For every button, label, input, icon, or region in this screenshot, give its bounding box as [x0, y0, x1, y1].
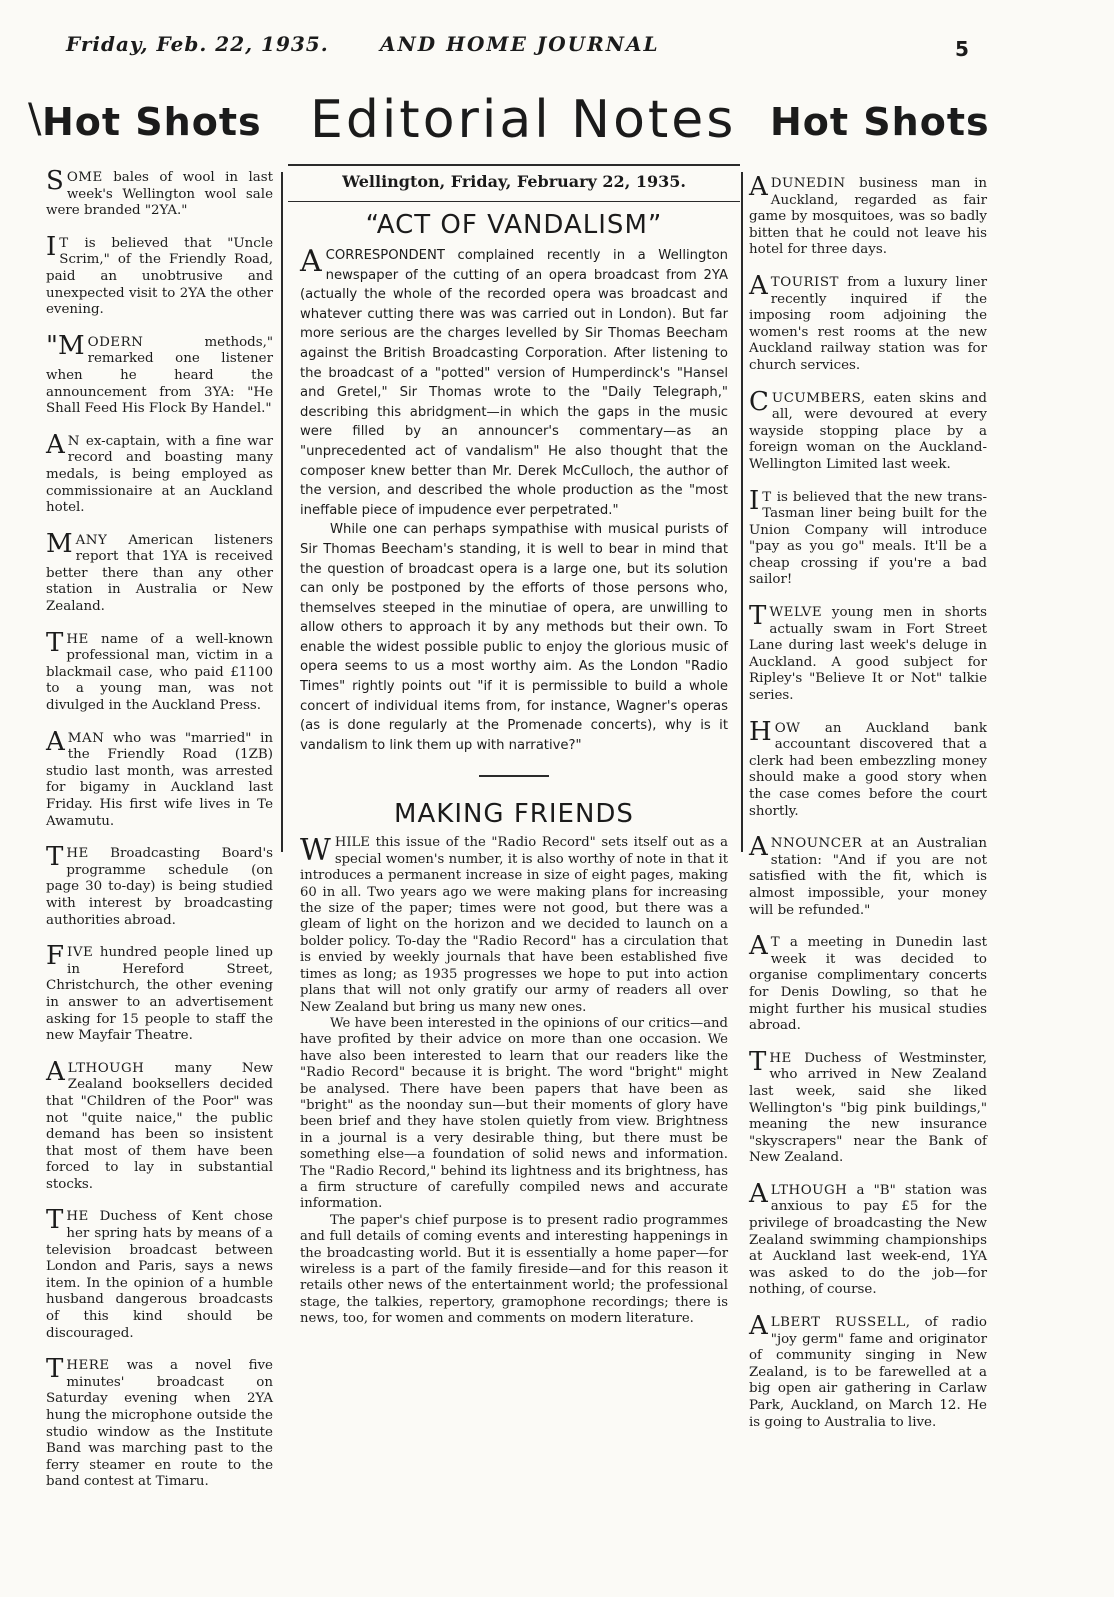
headline-act-of-vandalism: “ACT OF VANDALISM” — [365, 210, 663, 240]
drop-cap: "M — [46, 330, 85, 361]
item-text: of radio "joy germ" fame and originator of community singing in New Zealand, is to be farewelled at a big open air gathering in Carlaw Park, Auckland, on March 12. He is going to Australia to live. — [749, 1315, 987, 1430]
lead-word: HILE — [334, 835, 370, 851]
hot-shot-item — [46, 1056, 273, 1194]
hot-shot-item — [749, 832, 987, 919]
lead-word: LTHOUGH — [770, 1182, 848, 1198]
page-number: 5 — [955, 37, 969, 61]
lead-word: T — [59, 235, 69, 251]
hot-shot-item — [749, 270, 987, 375]
headline-making-friends: MAKING FRIENDS — [394, 799, 634, 830]
lead-word: OW — [774, 720, 801, 736]
lead-word: UCUMBERS, — [771, 390, 866, 406]
item-text: methods," remarked one listener when he heard the announcement from 3YA: "He Shall Feed His Flock By Handel." — [46, 334, 273, 417]
drop-cap: T — [46, 1205, 64, 1236]
hot-shot-item — [46, 429, 273, 517]
drop-cap: A — [749, 172, 768, 202]
item-text: many New Zealand booksellers decided that "Children of the Poor" was not "quite naice," the public demand has been so insistent that most of them have been forced to lay in substantial stocks. — [46, 1060, 273, 1192]
drop-cap: M — [46, 528, 73, 559]
drop-cap: F — [46, 941, 65, 972]
article-paragraph: We have been interested in the opinions of our critics—and have profited by their advice on more than one occasion. We have also been interested to learn that our readers like the "Radio Record" because it is bright. The word "bright" might be analysed. There have been papers that have been as "bright" as the noonday sun—but their moments of glory have been brief and they have stolen quietly from view. Brightness in a journal is a very desirable thing, but there must be something else—a foundation of solid news and information. The "Radio Record," behind its lightness and its brightness, has a firm structure of carefully compiled news and accurate information. — [300, 1015, 728, 1212]
journal-name: AND HOME JOURNAL — [380, 32, 660, 56]
drop-cap: T — [46, 1354, 64, 1385]
item-text: a meeting in Dunedin last week it was decided to organise complimentary concerts for Denis Dowling, so that he might further his musical studies abroad. — [749, 935, 987, 1034]
hot-shots-title-left: Hot Shots — [42, 100, 262, 144]
drop-cap: S — [46, 166, 64, 196]
hot-shot-item — [749, 386, 987, 474]
hot-shot-item — [749, 931, 987, 1035]
hot-shot-item — [749, 172, 987, 259]
hot-shot-item — [46, 726, 273, 831]
drop-cap: A — [749, 270, 768, 301]
hot-shots-right-column — [749, 172, 987, 1447]
drop-cap: A — [749, 1311, 768, 1342]
article-paragraph: The paper's chief purpose is to present radio programmes and full details of coming events and interesting happenings in the broadcasting world. But it is essentially a home paper—for wireless is a part of the family fireside—and for this reason it retails other news of the entertainment world; the professional stage, the talkies, repertory, gramophone recordings; there is news, too, for women and comments on modern literature. — [300, 1212, 728, 1327]
lead-word: T — [762, 489, 772, 505]
drop-cap: A — [46, 429, 65, 460]
lead-word: MAN — [67, 730, 105, 746]
item-text: Duchess of Westminster, who arrived in New Zealand last week, said she liked Wellington's "big pink buildings," meaning the new insurance "skyscrapers" near the Bank of New Zealand. — [749, 1050, 987, 1166]
lead-word: HE — [769, 1050, 792, 1066]
lead-word: LBERT RUSSELL, — [770, 1315, 911, 1331]
article-act-of-vandalism — [288, 246, 740, 755]
item-text: was a novel five minutes' broadcast on Saturday evening when 2YA hung the microphone outside the studio window as the Institute Band was marching past to the ferry steamer en route to the band contest at Timaru. — [46, 1358, 273, 1490]
article-separator — [479, 775, 549, 777]
drop-cap: T — [749, 1046, 767, 1077]
drop-cap: A — [749, 1178, 768, 1209]
item-text: ex-captain, with a fine war record and boasting many medals, is being employed as commissionaire at an Auckland hotel. — [46, 433, 273, 516]
item-text: business man in Auckland, regarded as fair game by mosquitoes, was so badly bitten that he could not leave his hotel for three days. — [749, 176, 987, 258]
item-text: from a luxury liner recently inquired if the imposing room adjoining the women's rest rooms at the new Auckland railway station was for church services. — [749, 274, 987, 373]
editorial-notes-title: Editorial Notes — [310, 90, 737, 150]
column-rule-right — [741, 172, 743, 852]
item-text: hundred people lined up in Hereford Street, Christchurch, the other evening in answer to an advertisement asking for 15 people to staff the new Mayfair Theatre. — [46, 945, 273, 1044]
decorative-slash: \ — [28, 96, 42, 142]
editorial-column — [288, 160, 740, 1328]
lead-word: OME — [66, 170, 103, 185]
hot-shot-item — [46, 1354, 273, 1491]
article-paragraph: complained recently in a Wellington newspaper of the cutting of an opera broadcast from 2YA (actually the whole of the recorded opera was broadcast and whatever cutting there was was carried out in London). But far more serious are the charges levelled by Sir Thomas Beecham against the British Broadcasting Corporation. After listening to the broadcast of a "potted" version of Humperdinck's "Hansel and Gretel," Sir Thomas wrote to the "Daily Telegraph," describing this abridgment—in which the gaps in the music were filled by an announcer's commentary—as an "unprecedented act of vandalism" He also thought that the composer knew better than Mr. Derek McCulloch, the author of the version, and described the whole production as the "most ineffable piece of impudence ever perpetrated." — [300, 248, 728, 518]
lead-word: DUNEDIN — [770, 176, 846, 191]
hot-shot-item — [46, 627, 273, 715]
drop-cap: A — [46, 726, 65, 757]
column-rule-left — [281, 172, 283, 852]
article-making-friends — [288, 835, 740, 1327]
item-text: name of a well-known professional man, victim in a blackmail case, who paid £1100 to a young man, was not divulged in the Auckland Press. — [46, 631, 273, 714]
item-text: young men in shorts actually swam in Fort Street Lane during last week's deluge in Auckland. A good subject for Ripley's "Believe It or Not" talkie series. — [749, 605, 987, 704]
lead-word: NNOUNCER — [770, 836, 863, 852]
item-text: is believed that "Uncle Scrim," of the Friendly Road, paid an unobtrusive and unexpected visit to 2YA the other evening. — [46, 235, 273, 318]
drop-cap: W — [300, 833, 331, 869]
drop-cap: A — [749, 832, 768, 863]
drop-cap: A — [300, 244, 322, 279]
item-text: Duchess of Kent chose her spring hats by means of a television broadcast between London and Paris, says a news item. In the opinion of a humble husband dangerous broadcasts of this kind should be discouraged. — [46, 1209, 273, 1341]
hot-shot-item — [46, 1205, 273, 1342]
title-row — [0, 88, 1114, 158]
lead-word: HE — [66, 1209, 89, 1225]
lead-word: HERE — [66, 1358, 110, 1374]
lead-word: ANY — [75, 532, 108, 548]
lead-word: T — [770, 935, 781, 951]
lead-word: HE — [66, 631, 89, 647]
lead-word: LTHOUGH — [67, 1060, 145, 1076]
item-text: at an Australian station: "And if you are not satisfied with the fit, which is almost impossible, your money will be refunded." — [749, 836, 987, 918]
dateline-rule — [288, 201, 740, 202]
article-paragraph: this issue of the "Radio Record" sets itself out as a special women's number, it is also worthy of note in that it introduces a permanent increase in size of eight pages, making 60 in all. Two years ago we were making plans for increasing the size of the paper; times were not good, but there was a gleam of light on the horizon and we decided to launch on a bolder policy. To-day the "Radio Record" has a circulation that is envied by weekly journals that have been established five times as long; as 1935 progresses we hope to put into action plans that will not only gratify our army of readers all over New Zealand but bring us many new ones. — [300, 835, 728, 1015]
hot-shot-item — [46, 231, 273, 319]
lead-word: CORRESPONDENT — [325, 248, 445, 263]
hot-shot-item — [749, 1046, 987, 1167]
item-text: who was "married" in the Friendly Road (1ZB) studio last month, was arrested for bigamy in Auckland last Friday. His first wife lives in Te Awamutu. — [46, 730, 273, 829]
item-text: American listeners report that 1YA is received better there than any other station in Australia or New Zealand. — [46, 532, 273, 615]
lead-word: TOURIST — [770, 274, 839, 290]
hot-shots-title-right: Hot Shots — [770, 100, 990, 144]
article-paragraph: While one can perhaps sympathise with musical purists of Sir Thomas Beecham's standing, it is well to bear in mind that the question of broadcast opera is a large one, but its solution can only be postponed by the efforts of those persons who, themselves steeped in the minutiae of opera, are unwilling to allow others to approach it by any methods but their own. To enable the widest possible public to enjoy the glorious music of opera seems to us a most worthy aim. As the London "Radio Times" rightly points out "if it is permissible to build a whole concert of individual items from, for instance, Wagner's operas (as is done regularly at the Promenade concerts), why is it vandalism to link them up with narrative?" — [300, 522, 728, 753]
hot-shot-item — [749, 716, 987, 821]
item-text: eaten skins and all, were devoured at every wayside stopping place by a foreign woman on the Auckland-Wellington Limited last week. — [749, 390, 987, 472]
item-text: a "B" station was anxious to pay £5 for the privilege of broadcasting the New Zealand swimming championships at Auckland last week-end, 1YA was asked to do the job—for nothing, of course. — [749, 1182, 987, 1298]
item-text: bales of wool in last week's Wellington wool sale were branded "2YA." — [46, 170, 273, 219]
page-header — [0, 32, 1114, 66]
hot-shot-item — [749, 1178, 987, 1299]
drop-cap: A — [749, 931, 768, 962]
drop-cap: T — [46, 627, 64, 658]
lead-word: ODERN — [87, 334, 144, 350]
hot-shot-item — [46, 842, 273, 929]
drop-cap: H — [749, 716, 772, 747]
dateline: Wellington, Friday, February 22, 1935. — [342, 172, 686, 191]
lead-word: WELVE — [769, 605, 823, 621]
drop-cap: A — [46, 1056, 65, 1087]
drop-cap: T — [46, 842, 64, 873]
item-text: is believed that the new trans-Tasman liner being built for the Union Company will introduce "pay as you go" meals. It'll be a cheap crossing if you're a bad sailor! — [749, 489, 987, 588]
lead-word: HE — [66, 846, 89, 862]
drop-cap: T — [749, 601, 767, 632]
item-text: Broadcasting Board's programme schedule (on page 30 to-day) is being studied with interest by broadcasting authorities abroad. — [46, 846, 273, 928]
lead-word: IVE — [67, 945, 94, 961]
hot-shot-item — [46, 528, 273, 616]
drop-cap: I — [46, 231, 57, 262]
hot-shot-item — [46, 166, 273, 220]
hot-shot-item — [749, 1311, 987, 1431]
issue-date: Friday, Feb. 22, 1935. — [66, 32, 329, 56]
hot-shot-item — [46, 330, 273, 418]
hot-shot-item — [749, 601, 987, 705]
drop-cap: C — [749, 386, 769, 417]
lead-word: N — [67, 433, 80, 449]
hot-shots-left-column — [46, 166, 273, 1507]
item-text: an Auckland bank accountant discovered that a clerk had been embezzling money should make a good story when the case comes before the court shortly. — [749, 720, 987, 819]
drop-cap: I — [749, 485, 760, 516]
hot-shot-item — [46, 941, 273, 1045]
hot-shot-item — [749, 485, 987, 590]
